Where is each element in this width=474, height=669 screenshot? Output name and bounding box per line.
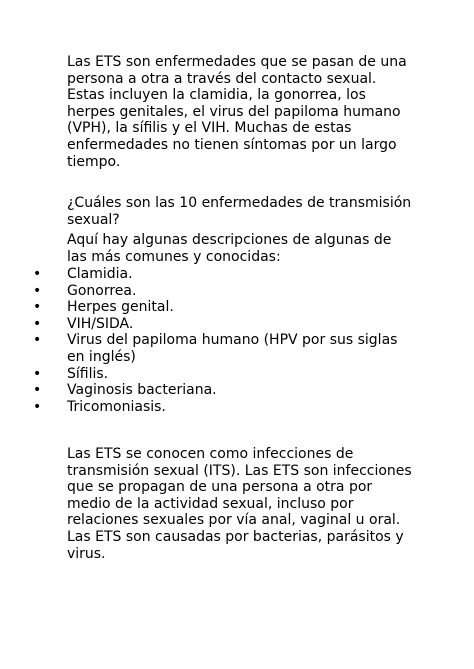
- list-item-text: VIH/SIDA.: [67, 315, 134, 332]
- list-item-text: Tricomoniasis.: [67, 398, 166, 415]
- bullet-icon: •: [33, 382, 42, 399]
- list-item-text: Herpes genital.: [67, 299, 174, 316]
- list-item: [33, 332, 412, 365]
- bullet-icon: •: [33, 365, 42, 382]
- bullet-icon: •: [33, 266, 42, 282]
- bullet-icon: •: [33, 398, 42, 415]
- list-item: [33, 382, 412, 399]
- list-intro: Aquí hay algunas descripciones de algunas de las más comunes y conocidas:: [67, 232, 392, 265]
- list-item: [33, 366, 412, 383]
- list-item: [33, 266, 412, 283]
- list-item: [33, 299, 412, 316]
- std-list: [33, 266, 412, 415]
- bullet-icon: •: [33, 332, 42, 349]
- list-item-text: Virus del papiloma humano (HPV por sus siglas en inglés): [67, 332, 398, 365]
- list-item: [33, 399, 412, 416]
- bullet-icon: •: [33, 315, 42, 332]
- list-item: [33, 316, 412, 333]
- bullet-icon: •: [33, 299, 42, 316]
- list-item-text: Gonorrea.: [67, 282, 137, 299]
- list-item-text: Vaginosis bacteriana.: [67, 382, 217, 399]
- list-item-text: Clamidia.: [67, 266, 133, 282]
- question-heading: ¿Cuáles son las 10 enfermedades de transmisión sexual?: [67, 195, 412, 228]
- list-item-text: Sífilis.: [67, 365, 109, 382]
- list-item: [33, 283, 412, 300]
- paragraph-its-definition: Las ETS se conocen como infecciones de transmisión sexual (ITS). Las ETS son infecciones que se propagan de una persona a otra por medio de la actividad sexual, incluso por relaciones sexuales por vía anal, vaginal u oral. Las ETS son causadas por bacterias, parásitos y virus.: [67, 446, 412, 562]
- paragraph-ets-definition: Las ETS son enfermedades que se pasan de una persona a otra a través del contacto sexual. Estas incluyen la clamidia, la gonorrea, los herpes genitales, el virus del papiloma humano (VPH), la sífilis y el VIH. Muchas de estas enfermedades no tienen síntomas por un largo tiempo.: [67, 54, 407, 170]
- bullet-icon: •: [33, 282, 42, 299]
